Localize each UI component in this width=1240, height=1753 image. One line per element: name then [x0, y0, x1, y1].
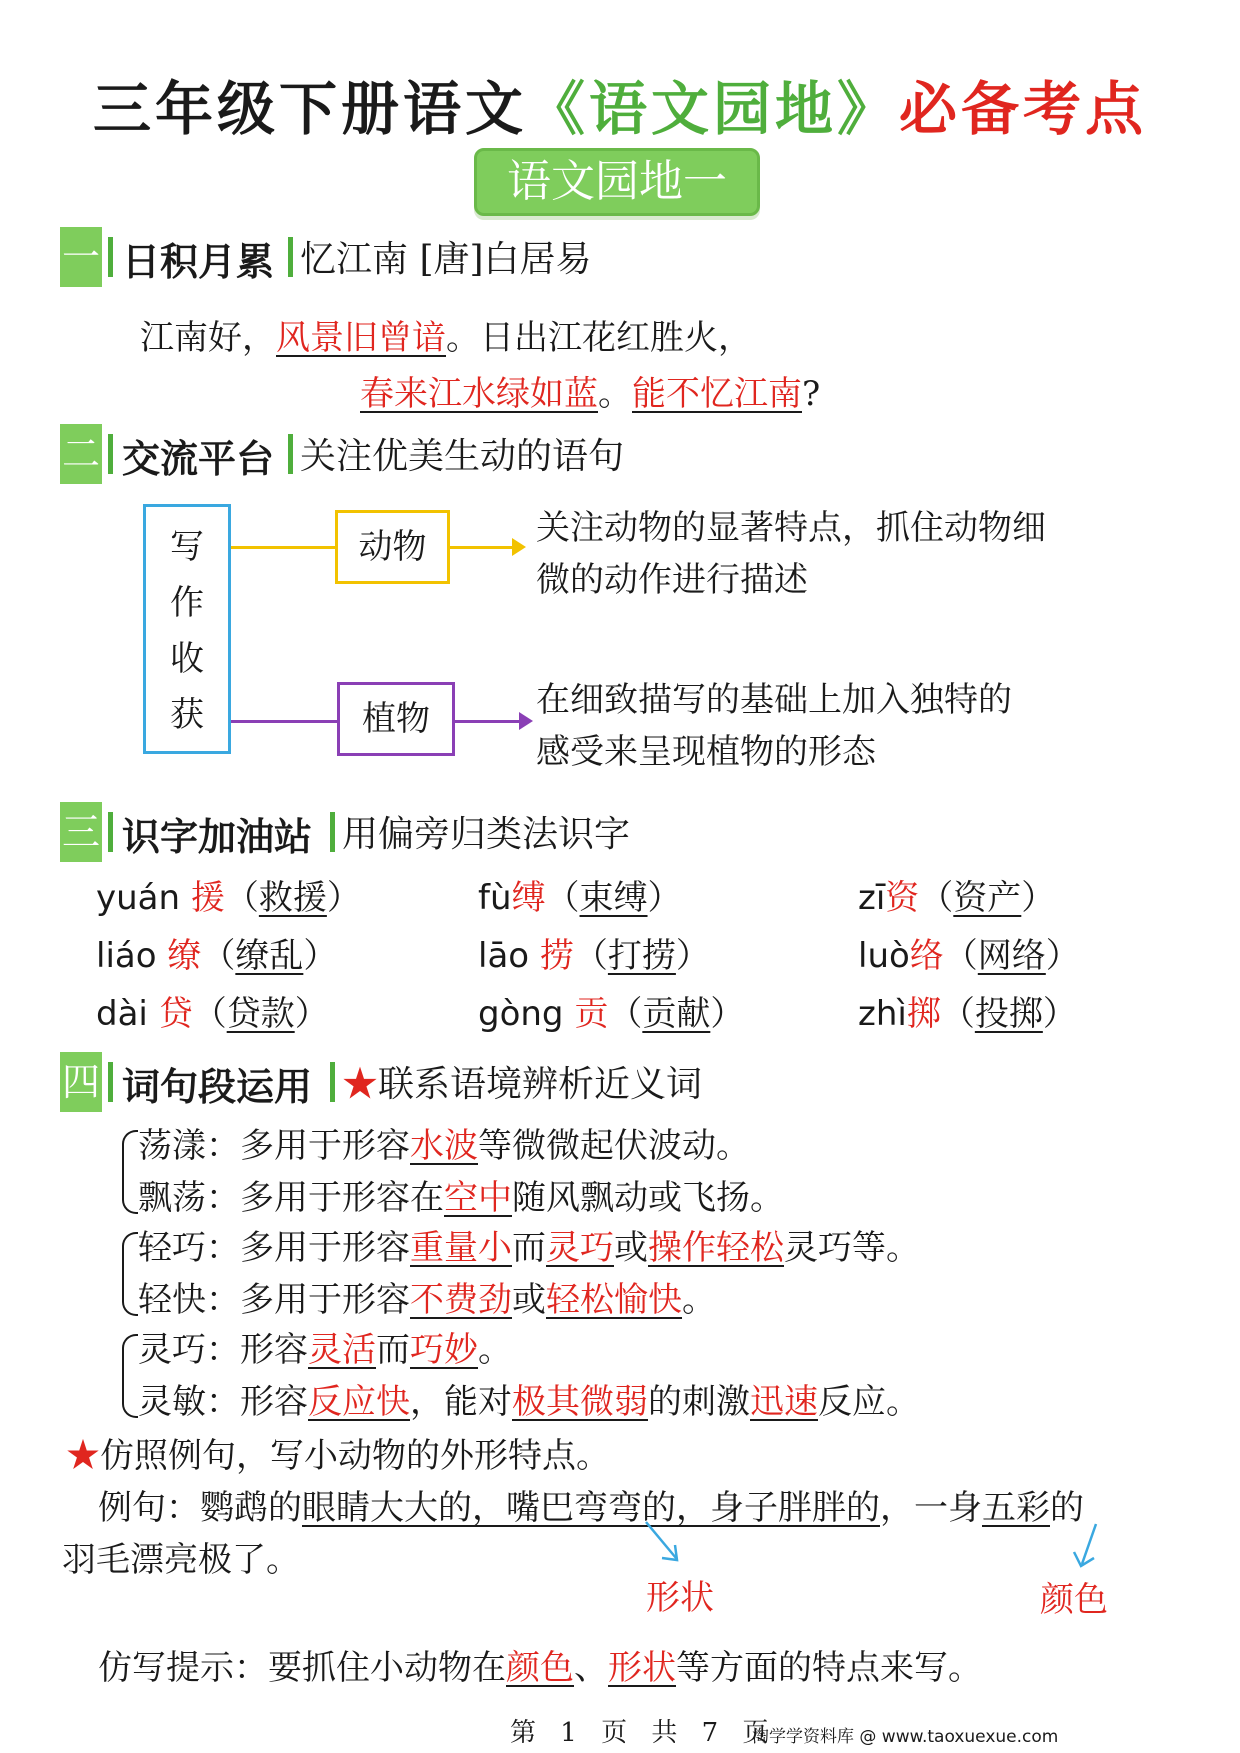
- word-row: 飘荡：多用于形容在空中随风飘动或飞扬。: [138, 1178, 784, 1218]
- brace-icon: [122, 1232, 138, 1316]
- section-number: 四: [60, 1052, 102, 1112]
- connector-line: [231, 720, 337, 723]
- shape-note: 形状: [646, 1578, 714, 1618]
- word-row: 轻巧：多用于形容重量小而灵巧或操作轻松灵巧等。: [138, 1228, 920, 1268]
- char-item: liáo 缭（缭乱）: [96, 936, 338, 976]
- arrow-line: [450, 546, 514, 549]
- section-3-header: [60, 802, 960, 862]
- char-item: zī资（资产）: [858, 878, 1056, 918]
- page-number: 第 1 页 共 7 页: [510, 1718, 777, 1748]
- section-4-header: [60, 1052, 960, 1112]
- divider: [108, 1062, 113, 1102]
- arrow-line: [455, 720, 521, 723]
- title-part-1: 三年级下册语文: [92, 75, 527, 143]
- poem-line-2: 春来江水绿如蓝。能不忆江南?: [360, 374, 821, 414]
- animal-desc-2: 微的动作进行描述: [536, 560, 808, 600]
- divider: [108, 812, 113, 852]
- divider: [108, 434, 113, 474]
- plant-box: 植物: [337, 682, 455, 756]
- char-item: lāo 捞（打捞）: [478, 936, 710, 976]
- arrow-icon: [512, 538, 526, 556]
- arrow-icon: [1070, 1520, 1110, 1572]
- color-note: 颜色: [1040, 1580, 1108, 1620]
- section-subheading: 忆江南 [唐]白居易: [300, 239, 592, 280]
- char-item: luò络（网络）: [858, 936, 1080, 976]
- example-line-1: 例句：鹦鹉的眼睛大大的，嘴巴弯弯的，身子胖胖的，一身五彩的: [98, 1488, 1084, 1528]
- char-item: yuán 援（救援）: [96, 878, 361, 918]
- brace-icon: [122, 1334, 138, 1418]
- poem-answer: 能不忆江南: [632, 374, 802, 414]
- section-2-header: [60, 424, 960, 484]
- section-heading: 词句段运用: [122, 1065, 313, 1109]
- word-row: 灵巧：形容灵活而巧妙。: [138, 1330, 512, 1370]
- arrow-icon: [519, 712, 533, 730]
- char-item: dài 贷（贷款）: [96, 994, 329, 1034]
- char-item: gòng 贡（贡献）: [478, 994, 745, 1034]
- title-part-2: 《语文园地》: [526, 75, 899, 143]
- char-item: zhì掷（投掷）: [858, 994, 1077, 1034]
- section-1-header: [60, 227, 960, 287]
- writing-harvest-box: 写 作 收 获: [143, 504, 231, 754]
- section-heading: 日积月累: [122, 240, 275, 284]
- word-row: 轻快：多用于形容不费劲或轻松愉快。: [138, 1280, 716, 1320]
- section-subheading: 关注优美生动的语句: [300, 436, 625, 477]
- divider: [288, 237, 293, 277]
- section-number: 一: [60, 227, 102, 287]
- star-icon: ★: [66, 1436, 100, 1476]
- section-number: 二: [60, 424, 102, 484]
- subtitle-badge: 语文园地一: [474, 148, 760, 216]
- animal-desc-1: 关注动物的显著特点，抓住动物细: [536, 508, 1046, 548]
- section-subheading: 用偏旁归类法识字: [342, 814, 631, 855]
- section-subheading: ★联系语境辨析近义词: [342, 1064, 703, 1105]
- writing-tip: 仿写提示：要抓住小动物在颜色、形状等方面的特点来写。: [98, 1648, 982, 1688]
- divider: [330, 1062, 335, 1102]
- word-row: 荡漾：多用于形容水波等微微起伏波动。: [138, 1126, 750, 1166]
- source-watermark: 淘学学资料库 @ www.taoxuexue.com: [752, 1727, 1059, 1747]
- title-part-3: 必备考点: [899, 75, 1148, 143]
- plant-desc-1: 在细致描写的基础上加入独特的: [536, 680, 1012, 720]
- section-number: 三: [60, 802, 102, 862]
- poem-line-1: 江南好，风景旧曾谙。日出江花红胜火，: [140, 318, 752, 358]
- connector-line: [231, 546, 335, 549]
- poem-answer: 风景旧曾谙: [276, 318, 446, 358]
- arrow-icon: [640, 1518, 688, 1568]
- section-heading: 识字加油站: [122, 815, 313, 859]
- poem-answer: 春来江水绿如蓝: [360, 374, 598, 414]
- divider: [108, 237, 113, 277]
- star-icon: ★: [342, 1064, 379, 1105]
- divider: [288, 434, 293, 474]
- brace-icon: [122, 1130, 138, 1214]
- animal-box: 动物: [335, 510, 450, 584]
- word-row: 灵敏：形容反应快，能对极其微弱的刺激迅速反应。: [138, 1382, 920, 1422]
- page-title: [0, 62, 1240, 146]
- section-heading: 交流平台: [122, 437, 275, 481]
- divider: [330, 812, 335, 852]
- example-line-2: 羽毛漂亮极了。: [62, 1540, 300, 1580]
- char-item: fù缚（束缚）: [478, 878, 682, 918]
- plant-desc-2: 感受来呈现植物的形态: [536, 732, 876, 772]
- task-line: ★仿照例句，写小动物的外形特点。: [66, 1436, 610, 1476]
